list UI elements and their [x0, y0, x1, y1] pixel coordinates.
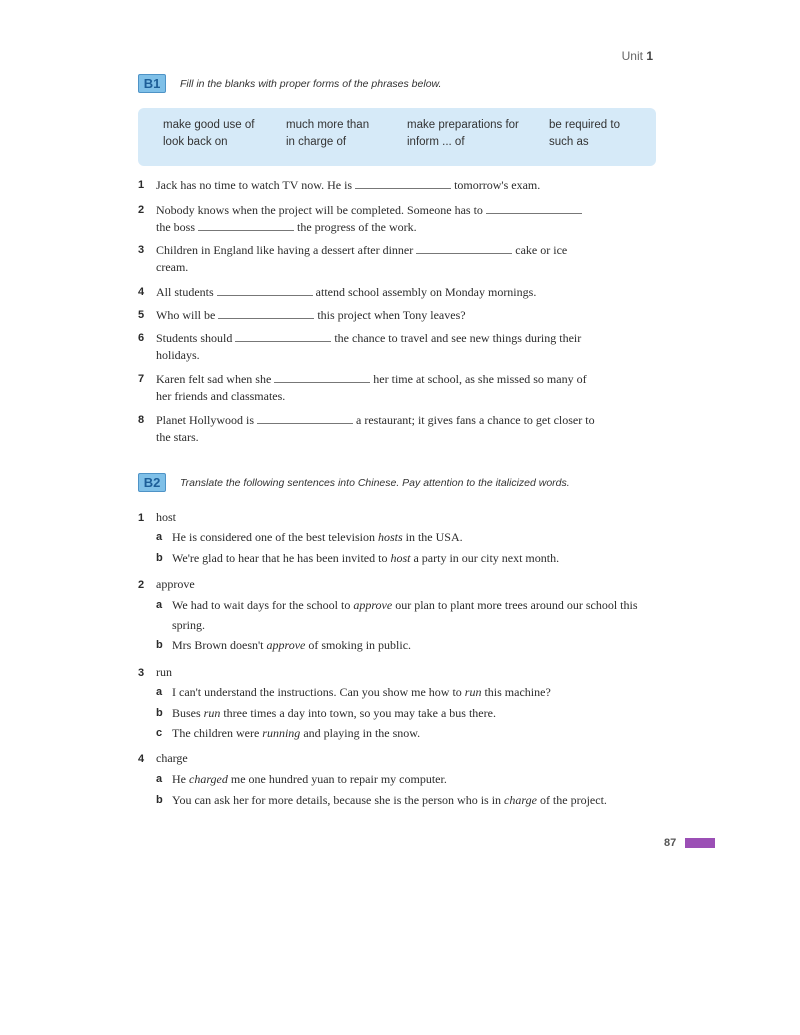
vocab-word-1: 1 host [138, 510, 177, 524]
vocab-word-2: 2 approve [138, 577, 195, 591]
phrase: make good use of [163, 119, 255, 131]
exercise-item-1: 1 Jack has no time to watch TV now. He is tomorrow's exam. [138, 178, 541, 192]
sentence: c The children were running and playing in the snow. [156, 726, 421, 740]
sentence: b You can ask her for more details, because she is the person who is in charge of the project. [156, 793, 607, 807]
section-b2-header [138, 473, 570, 492]
answer-blank[interactable] [355, 178, 451, 189]
phrase: in charge of [286, 136, 347, 148]
sentence: a I can't understand the instructions. Can you show me how to run this machine? [156, 685, 551, 699]
vocab-word-3: 3 run [138, 665, 172, 679]
section-badge-b1: B1 [138, 74, 166, 93]
section-b1-header [138, 74, 441, 93]
exercise-item-3: 3 Children in England like having a dessert after dinner cake or ice cream. [138, 243, 568, 274]
answer-blank[interactable] [217, 285, 313, 296]
answer-blank[interactable] [235, 331, 331, 342]
exercise-item-2: 2 Nobody knows when the project will be completed. Someone has to the boss the progress of the work. [138, 202, 658, 236]
answer-blank[interactable] [218, 308, 314, 319]
exercise-item-7: 7 Karen felt sad when she her time at school, as she missed so many of her friends and classmates. [138, 372, 587, 403]
answer-blank[interactable] [257, 413, 353, 424]
phrase: make preparations for [407, 119, 519, 131]
page-number: 87 [664, 837, 677, 849]
sentence: b Mrs Brown doesn't approve of smoking in public. [156, 638, 412, 652]
phrase: look back on [163, 136, 228, 148]
sentence: a We had to wait days for the school to approve our plan to plant more trees around our school this spring. [156, 598, 638, 632]
answer-blank[interactable] [198, 220, 294, 231]
answer-blank[interactable] [416, 243, 512, 254]
section-b2-instruction: Translate the following sentences into Chinese. Pay attention to the italicized words. [180, 476, 570, 489]
section-badge-b2: B2 [138, 473, 166, 492]
phrase: inform ... of [407, 136, 465, 148]
phrase-box [138, 108, 656, 166]
sentence: b Buses run three times a day into town, so you may take a bus there. [156, 706, 496, 720]
exercise-item-8: 8 Planet Hollywood is a restaurant; it gives fans a chance to get closer to the stars. [138, 413, 595, 444]
phrase: such as [549, 136, 589, 148]
unit-label: Unit 1 [621, 49, 653, 63]
phrase: much more than [286, 119, 370, 131]
phrase: be required to [549, 119, 620, 131]
answer-blank[interactable] [274, 372, 370, 383]
vocab-word-4: 4 charge [138, 751, 188, 765]
exercise-item-6: 6 Students should the chance to travel and see new things during their holidays. [138, 331, 582, 362]
page-number-bar [685, 838, 715, 848]
exercise-item-4: 4 All students attend school assembly on Monday mornings. [138, 285, 537, 299]
section-b1-instruction: Fill in the blanks with proper forms of the phrases below. [180, 77, 442, 90]
exercise-item-5: 5 Who will be this project when Tony leaves? [138, 308, 466, 322]
sentence: a He charged me one hundred yuan to repair my computer. [156, 772, 447, 786]
answer-blank[interactable] [486, 203, 582, 214]
sentence: a He is considered one of the best television hosts in the USA. [156, 530, 463, 544]
sentence: b We're glad to hear that he has been invited to host a party in our city next month. [156, 551, 560, 565]
